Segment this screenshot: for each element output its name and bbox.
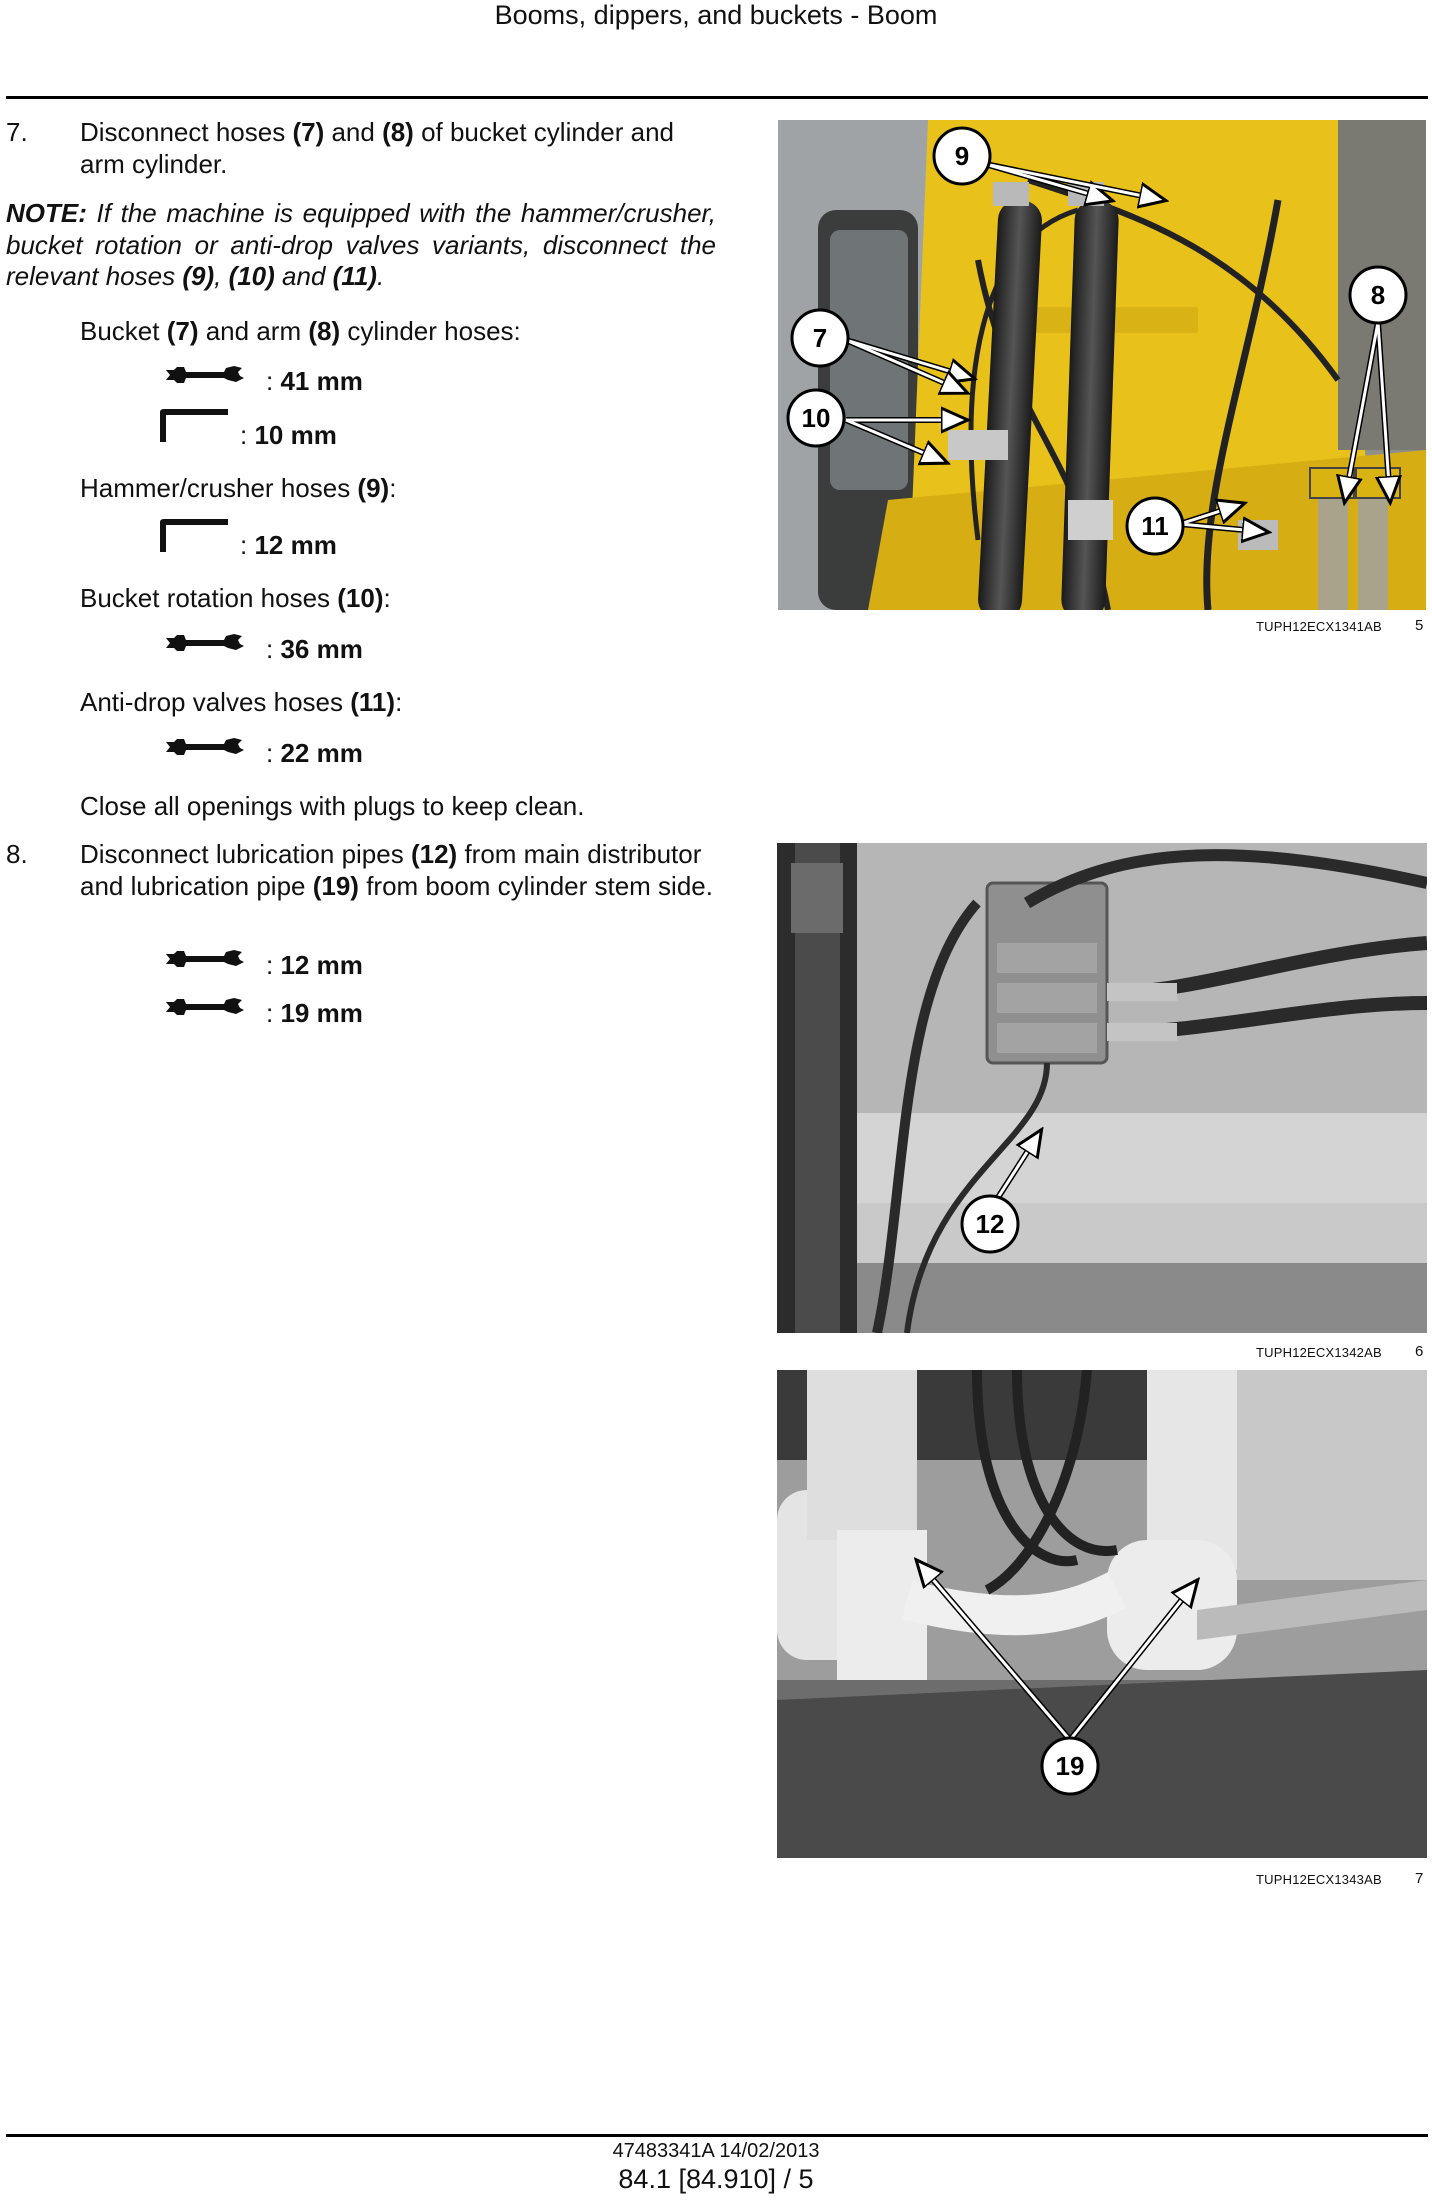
text-run: : (395, 687, 403, 717)
tool-size: 36 mm (280, 634, 363, 664)
figure-code: TUPH12ECX1341AB (1256, 619, 1382, 634)
footer-page-number: 84.1 [84.910] / 5 (618, 2164, 814, 2194)
tool-size: 19 mm (280, 998, 363, 1028)
text-run: Bucket rotation hoses (80, 583, 338, 613)
text-run: (9) (182, 261, 215, 291)
callout-8 (1350, 267, 1406, 323)
callout-label: 19 (1055, 1751, 1085, 1781)
text-run: (12) (410, 839, 458, 869)
tool-size: 41 mm (280, 366, 363, 396)
tool-spec: : 19 mm (266, 998, 363, 1028)
text-run: (19) (312, 871, 359, 901)
text-run: (8) (382, 117, 414, 147)
text-run: If the machine is equipped with the hammer/crusher, bucket rotation or anti-drop valves variants, disconnect the relevant hoses (6, 198, 716, 291)
figure-code: TUPH12ECX1343AB (1256, 1872, 1382, 1887)
callout-12 (962, 1196, 1018, 1252)
callout-label: 8 (1370, 280, 1386, 310)
tool-spec: : 41 mm (266, 366, 363, 396)
text-run: Hammer/crusher hoses (80, 473, 358, 503)
tool-spec: : 36 mm (266, 634, 363, 664)
callout-label: 9 (954, 141, 970, 171)
text-run: (11) (350, 687, 396, 717)
callout-label: 10 (801, 403, 831, 433)
text-run: Disconnect hoses (80, 117, 293, 147)
text-run: (10) (228, 261, 275, 291)
callout-10 (788, 390, 844, 446)
tool-spec: : 12 mm (240, 530, 337, 560)
figure-code: TUPH12ECX1342AB (1256, 1345, 1382, 1360)
footer-doc-id: 47483341A 14/02/2013 (612, 2140, 820, 2162)
figure-number: 7 (1415, 1870, 1424, 1887)
step-number: 8. (6, 839, 28, 869)
text-run: (10) (337, 583, 384, 613)
text-run: from boom cylinder stem side. (358, 871, 713, 901)
text-run: and arm (198, 316, 309, 346)
figure-number: 6 (1415, 1343, 1424, 1360)
tool-size: 12 mm (280, 950, 363, 980)
text-run: : (389, 473, 397, 503)
text-run: Bucket (80, 316, 167, 346)
note-label: NOTE: (6, 198, 87, 228)
tool-spec: : 10 mm (240, 420, 337, 450)
callout-19 (1042, 1738, 1098, 1794)
text-run: (9) (357, 473, 390, 503)
tool-size: 10 mm (254, 420, 337, 450)
callout-9 (934, 128, 990, 184)
callout-11 (1127, 498, 1183, 554)
text-run: (8) (308, 316, 341, 346)
step-number: 7. (6, 117, 28, 147)
text-run: (11) (332, 261, 377, 291)
text-run: : (383, 583, 391, 613)
figure-number: 5 (1415, 617, 1424, 634)
callout-7 (792, 310, 848, 366)
tool-spec: : 22 mm (266, 738, 363, 768)
text-run: (7) (166, 316, 199, 346)
text-run: , (214, 261, 229, 291)
step-7-closing: Close all openings with plugs to keep clean. (80, 791, 585, 821)
tool-size: 12 mm (254, 530, 337, 560)
text-run: from main distributor and lubrication pipe (80, 839, 702, 901)
text-run: cylinder hoses: (340, 316, 521, 346)
page-header-title: Booms, dippers, and buckets - Boom (494, 0, 938, 30)
text-run: Anti-drop valves hoses (80, 687, 351, 717)
callout-label: 7 (812, 323, 828, 353)
callout-label: 11 (1141, 511, 1169, 541)
text-run: . (376, 261, 385, 291)
text-run: Disconnect lubrication pipes (80, 839, 411, 869)
footer-rule (6, 2134, 1428, 2137)
text-run: and (274, 261, 333, 291)
tool-spec: : 12 mm (266, 950, 363, 980)
callout-label: 12 (975, 1209, 1005, 1239)
text-run: of bucket cylinder and arm cylinder. (80, 117, 674, 179)
tool-size: 22 mm (280, 738, 363, 768)
text-run: and (324, 117, 383, 147)
text-run: (7) (292, 117, 325, 147)
